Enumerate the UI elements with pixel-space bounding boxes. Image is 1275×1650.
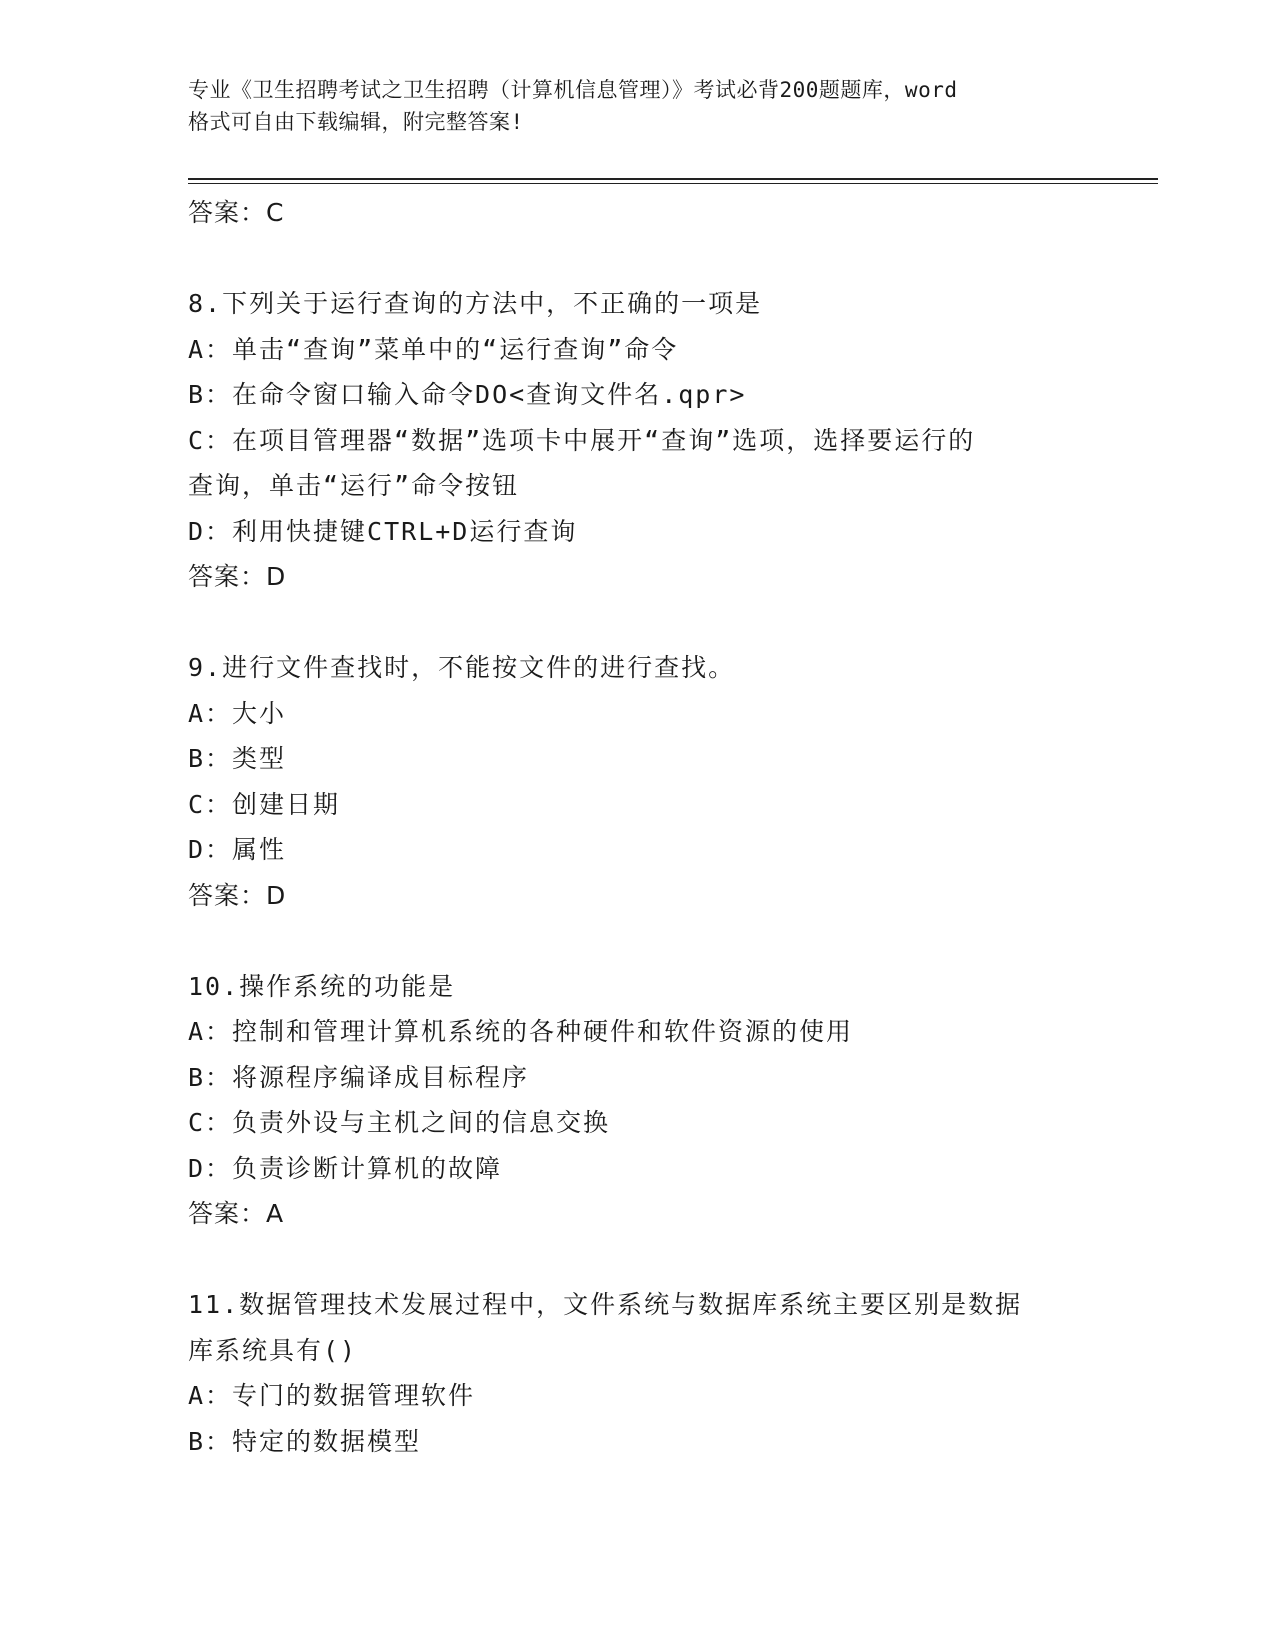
questions-container (188, 281, 1088, 1464)
question-stem: 10.操作系统的功能是 (188, 971, 456, 1001)
spacer (188, 1237, 1088, 1283)
spacer (188, 236, 1088, 282)
answer-option: B：类型 (188, 744, 287, 773)
header-line-2: 格式可自由下载编辑，附完整答案! (188, 110, 524, 134)
header-divider (188, 178, 1158, 184)
question-block (188, 281, 1088, 645)
correct-answer: 答案：A (188, 1199, 285, 1228)
previous-answer: 答案：C (188, 198, 285, 227)
question-stem: 库系统具有() (188, 1335, 358, 1365)
answer-option: D：属性 (188, 835, 287, 864)
answer-option: 查询，单击“运行”命令按钮 (188, 471, 520, 500)
answer-option: D：利用快捷键CTRL+D运行查询 (188, 516, 578, 546)
answer-option: A：控制和管理计算机系统的各种硬件和软件资源的使用 (188, 1017, 854, 1046)
question-list (188, 190, 1088, 1464)
answer-option: C：负责外设与主机之间的信息交换 (188, 1108, 611, 1137)
answer-option: C：在项目管理器“数据”选项卡中展开“查询”选项，选择要运行的 (188, 425, 976, 455)
answer-option: B：特定的数据模型 (188, 1426, 422, 1456)
answer-option: A：专门的数据管理软件 (188, 1381, 476, 1410)
answer-option: A：单击“查询”菜单中的“运行查询”命令 (188, 334, 679, 364)
header-line-1: 专业《卫生招聘考试之卫生招聘（计算机信息管理）》考试必背200题题库，word (188, 78, 958, 102)
spacer (188, 918, 1088, 964)
spacer (188, 600, 1088, 646)
question-stem: 11.数据管理技术发展过程中，文件系统与数据库系统主要区别是数据 (188, 1290, 1023, 1319)
answer-option: D：负责诊断计算机的故障 (188, 1153, 503, 1183)
question-block (188, 645, 1088, 964)
answer-option: C：创建日期 (188, 789, 341, 819)
answer-option: A：大小 (188, 698, 287, 728)
question-stem: 8.下列关于运行查询的方法中，不正确的一项是 (188, 289, 763, 318)
question-block (188, 1282, 1088, 1464)
question-block (188, 964, 1088, 1283)
question-stem: 9.进行文件查找时，不能按文件的进行查找。 (188, 653, 736, 682)
correct-answer: 答案：D (188, 880, 287, 910)
answer-option: B：将源程序编译成目标程序 (188, 1062, 530, 1092)
correct-answer: 答案：D (188, 562, 287, 591)
answer-option: B：在命令窗口输入命令DO<查询文件名.qpr> (188, 380, 747, 409)
document-header (188, 74, 1108, 138)
